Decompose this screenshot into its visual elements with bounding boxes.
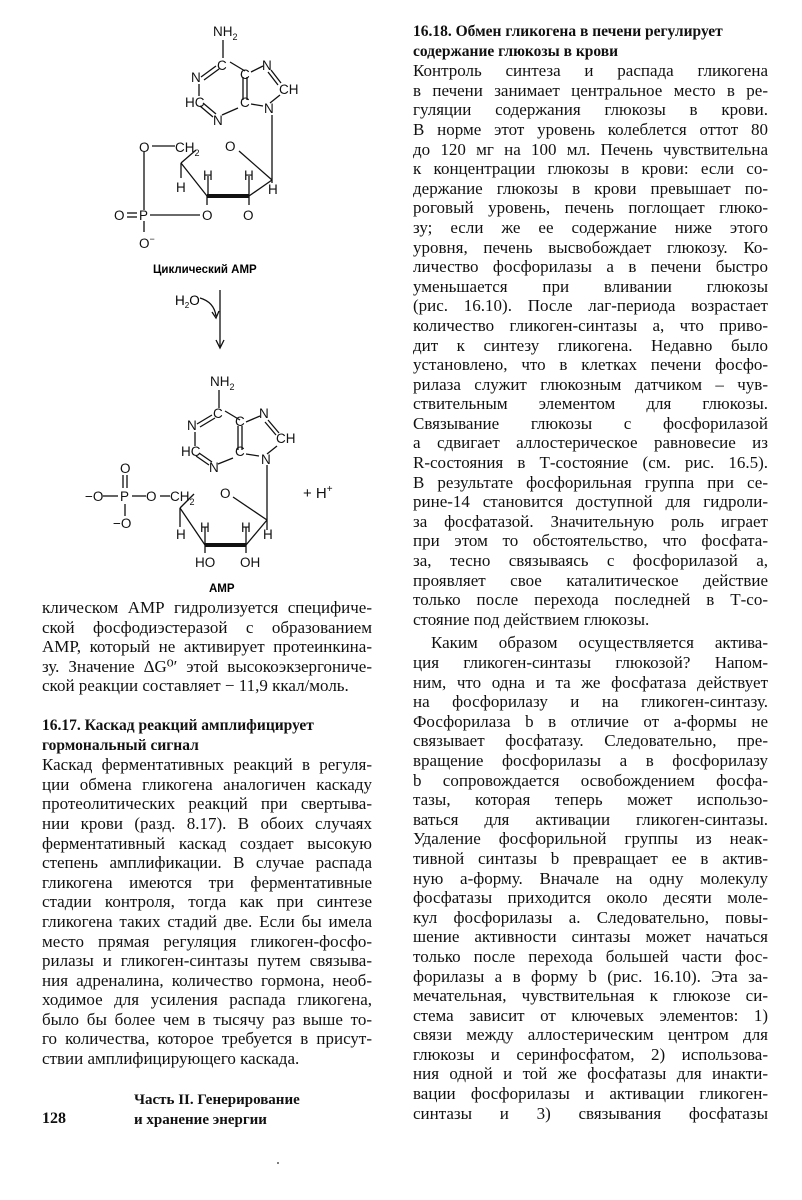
section-heading: 16.18. Обмен гликогена в печени регулирует	[413, 23, 723, 40]
text-line: Связывание глюкозы с фосфорилазой	[413, 413, 768, 433]
text-line: мечательная, чувствительная к глюкозе си-	[413, 986, 768, 1006]
text-line: ния адреналина, количество гормона, необ-	[42, 970, 372, 990]
text-line: стема зависит от ключевых элементов: 1)	[413, 1005, 768, 1025]
text-line: синтазы и 3) связывания фосфатазы	[413, 1103, 768, 1123]
text-line: го количества, которое требуется в присут-	[42, 1029, 372, 1049]
text-line: b сопровождается освобождением фосфа-	[413, 770, 768, 790]
text-line: Каким образом осуществляется актива-	[431, 633, 768, 653]
svg-text:O: O	[139, 140, 150, 155]
text-line: ской фосфодиэстеразой с образованием	[42, 617, 372, 637]
left-column	[42, 598, 372, 1069]
text-line: a сдвигает аллостерическое равновесие из	[413, 433, 768, 453]
water-reagent-label: $H_2O$	[175, 293, 200, 310]
text-line: кул фосфорилазы a. Следовательно, повы-	[413, 907, 768, 927]
text-line: Каскад ферментативных реакций в регуля-	[42, 755, 372, 775]
svg-text:P: P	[139, 208, 149, 223]
text-line: вации фосфорилазы и активации гликоген-	[413, 1084, 768, 1104]
text-line: ваться для активации гликоген-синтазы.	[413, 809, 768, 829]
text-line: Контроль синтеза и распада гликогена	[413, 61, 768, 81]
text-line: личество фосфорилазы a в печени быстро	[413, 257, 768, 277]
svg-text:NH2: $NH_2$	[213, 24, 238, 42]
text-line: R-состояния в Т-состояние (см. рис. 16.5).	[413, 453, 768, 473]
amp-structure	[85, 374, 333, 570]
paragraph-synthase-activation	[413, 633, 768, 1123]
svg-text:CH: CH	[279, 82, 299, 97]
svg-text:P: P	[120, 489, 130, 504]
text-line: ции обмена гликогена аналогичен каскаду	[42, 774, 372, 794]
text-line: клическом АМР гидролизуется специфиче-	[42, 598, 372, 617]
text-line: связывает фосфатазу. Следовательно, пре-	[413, 731, 768, 751]
svg-text:CH2: $CH_2$	[170, 489, 195, 507]
text-line: дит к синтезу гликогена. Недавно было	[413, 335, 768, 355]
text-line: нии крови (разд. 8.17). В обоих случаях	[42, 813, 372, 833]
svg-text:O−: O−	[139, 234, 155, 251]
text-line: уровня, печень высвобождает глюкозу. Ко-	[413, 237, 768, 257]
text-line: ния одной и той же фосфатазы для инакти-	[413, 1064, 768, 1084]
svg-text:H: H	[263, 527, 273, 542]
svg-text:C: C	[235, 414, 245, 429]
text-line: ствительным элементом для глюкозы.	[413, 394, 768, 414]
text-line: на фосфорилазу и на гликоген-синтазу.	[413, 692, 768, 712]
text-line: было бы более чем в тысячу раз выше то-	[42, 1009, 372, 1029]
text-line: к концентрации глюкозы в крови: если со-	[413, 159, 768, 179]
text-line: гликогена таких стадий две. Если бы имела	[42, 911, 372, 931]
text-line: ствии амплифицирующего каскада.	[42, 1049, 300, 1069]
section-heading: содержание глюкозы в крови	[413, 42, 619, 60]
svg-text:N: N	[261, 452, 271, 467]
section-16-17	[42, 716, 372, 1069]
text-line: тивной синтазы b превращает ее в актив-	[413, 848, 768, 868]
section-heading: гормональный сигнал	[42, 736, 199, 754]
text-line: В результате фосфорильная группа при се-	[413, 472, 768, 492]
svg-text:H: H	[176, 180, 186, 195]
svg-text:H: H	[203, 168, 213, 183]
text-line: рилазы и гликоген-синтазы путем связыва-	[42, 951, 372, 971]
svg-text:C: C	[213, 406, 223, 421]
camp-to-amp-reaction-figure	[0, 0, 402, 600]
svg-text:CH: CH	[276, 431, 296, 446]
text-line: степень амплификации. В случае распада	[42, 853, 372, 873]
text-line: АМР, который не активирует протеинкина-	[42, 637, 372, 657]
text-line: гуляции содержания глюкозы в крови.	[413, 100, 768, 120]
svg-text:H: H	[241, 520, 251, 535]
text-line: место прямая регуляция гликоген-фосфо-	[42, 931, 372, 951]
text-line: ской реакции составляет − 11,9 ккал/моль.	[42, 676, 349, 696]
text-line: за фосфатазой. Значительную роль играет	[413, 511, 768, 531]
text-line: держание глюкозы в крови превышает по-	[413, 178, 768, 198]
svg-text:HC: HC	[185, 95, 205, 110]
text-line: только после перехода большей части фос-	[413, 946, 768, 966]
text-line: связи между аллостерическим центром для	[413, 1025, 768, 1045]
page-number: 128	[42, 1110, 66, 1127]
svg-text:HC: HC	[181, 444, 201, 459]
svg-text:O: O	[243, 208, 254, 223]
text-line: ную a-форму. Вначале на одну молекулу	[413, 868, 768, 888]
text-line: фосфатазы приходится около десяти моле-	[413, 888, 768, 908]
svg-text:O: O	[225, 139, 236, 154]
svg-text:HO: HO	[195, 555, 216, 570]
svg-text:N: N	[191, 70, 201, 85]
text-line: установлено, что в клетках печени фосфо-	[413, 355, 768, 375]
text-line: форилазы a в форму b (рис. 16.10). Эта за-	[413, 966, 768, 986]
svg-text:C: C	[217, 58, 227, 73]
text-line: гликогена имеются три ферментативные	[42, 872, 372, 892]
running-footer-line: Часть II. Генерирование	[134, 1092, 300, 1108]
paragraph-camp-hydrolysis	[42, 598, 372, 696]
text-line: ним, что одна и та же фосфатаза действует	[413, 672, 768, 692]
text-line: протеолитических реакций при свертыва-	[42, 794, 372, 814]
text-line: Фосфорилаза b в отличие от a-формы не	[413, 711, 768, 731]
text-line: ферментативный каскад создает высокую	[42, 833, 372, 853]
text-line: Удаление фосфорильной группы из неак-	[413, 829, 768, 849]
svg-text:O: O	[120, 461, 131, 476]
text-line: стадии контроля, тогда как при синтезе	[42, 892, 372, 912]
right-column	[413, 22, 768, 1123]
text-line: проявляет свое каталитическое действие	[413, 570, 768, 590]
svg-text:O: O	[114, 208, 125, 223]
text-line: тазы, которая теперь может использо-	[413, 790, 768, 810]
text-line: стояние под действием глюкозы.	[413, 609, 650, 629]
svg-text:N: N	[187, 418, 197, 433]
text-line: вращение фосфорилазы a в фосфорилазу	[413, 750, 768, 770]
svg-text:H: H	[244, 168, 254, 183]
text-line: (рис. 16.10). После лаг-периода возрастает	[413, 296, 768, 316]
svg-text:N: N	[209, 460, 219, 475]
text-line: ходимое для усиления распада гликогена,	[42, 990, 372, 1010]
svg-text:C: C	[240, 95, 250, 110]
text-line: ция гликоген-синтазы глюкозой? Напом-	[413, 653, 768, 672]
svg-text:O: O	[146, 489, 157, 504]
svg-text:CH2: $CH_2$	[175, 140, 200, 158]
svg-text:N: N	[262, 58, 272, 73]
text-line: до 120 мг на 100 мл. Печень чувствительна	[413, 139, 768, 159]
text-line: за, тесно связываясь с фосфорилазой a,	[413, 551, 768, 571]
text-line: при этом то обстоятельство, что фосфата-	[413, 531, 768, 551]
text-line: роговый уровень, печень поглощает глюко-	[413, 198, 768, 218]
cyclic-amp-structure	[114, 24, 299, 251]
svg-text:+ H+: + H+	[303, 484, 333, 502]
svg-text:N: N	[259, 406, 269, 421]
svg-text:N: N	[264, 101, 274, 116]
svg-text:O: O	[220, 486, 231, 501]
text-line: рилаза служит глюкозным датчиком – чув-	[413, 374, 768, 394]
text-line: только после перехода последней в Т-со-	[413, 590, 768, 610]
svg-text:C: C	[240, 67, 250, 82]
section-heading: 16.17. Каскад реакций амплифицирует	[42, 716, 314, 734]
amp-label: AMP	[209, 583, 235, 595]
text-line: в печени занимает центральное место в ре-	[413, 80, 768, 100]
svg-text:OH: OH	[240, 555, 261, 570]
svg-text:−O: −O	[113, 516, 132, 531]
text-line: шение активности синтазы может начаться	[413, 927, 768, 947]
scan-speck	[277, 1162, 279, 1164]
running-footer	[134, 1090, 300, 1130]
svg-text:N: N	[213, 113, 223, 128]
svg-text:−O: −O	[85, 489, 104, 504]
svg-text:O: O	[202, 208, 213, 223]
running-footer-line: и хранение энергии	[134, 1112, 267, 1128]
svg-text:H: H	[200, 520, 210, 535]
paragraph-liver-glycogen	[413, 61, 768, 629]
text-line: зу; если же ее содержание ниже этого	[413, 217, 768, 237]
cyclic-amp-label: Циклический АМР	[153, 264, 257, 276]
text-line: уменьшается при вливании глюкозы	[413, 276, 768, 296]
text-line: количество гликоген-синтазы a, что приво-	[413, 315, 768, 335]
text-line: зу. Значение ΔG⁰′ этой высокоэкзергониче-	[42, 656, 372, 676]
svg-text:H: H	[268, 182, 278, 197]
text-line: рине-14 становится доступной для гидроли-	[413, 492, 768, 512]
svg-text:NH2: $NH_2$	[210, 374, 235, 392]
text-line: глюкозы и серинфосфатом, 2) использова-	[413, 1044, 768, 1064]
text-line: В норме этот уровень колеблется оттот 80	[413, 119, 768, 139]
svg-text:C: C	[235, 444, 245, 459]
svg-text:H: H	[176, 527, 186, 542]
